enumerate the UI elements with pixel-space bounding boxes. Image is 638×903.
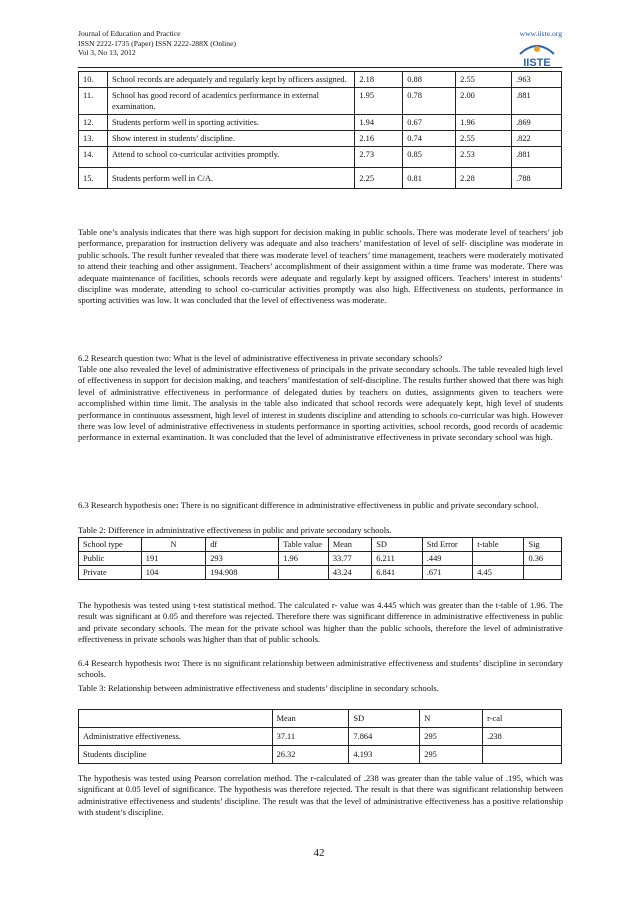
table-cell: .881 [512, 147, 562, 168]
table-cell: .963 [512, 72, 562, 88]
table-cell: 104 [141, 566, 205, 580]
table-header-cell: Sig [524, 538, 562, 552]
table-cell: 26.32 [272, 746, 349, 764]
table-cell: 0.36 [524, 552, 562, 566]
table-cell: 0.88 [403, 72, 456, 88]
table-cell: 12. [79, 115, 108, 131]
table-cell: Students perform well in C/A. [107, 168, 354, 189]
table-header-cell: Std Error [422, 538, 472, 552]
paragraph-pearson-result [78, 773, 563, 819]
paragraph-t-test-result [78, 600, 563, 646]
table-cell: 2.55 [456, 131, 512, 147]
table-header-cell: SD [372, 538, 423, 552]
paragraph-text: Table one also revealed the level of administrative effectiveness of principals in the private secondary schools. The table revealed high level of effectiveness in support for decision making, and teachers’ manifestation of self-discipline. The results further showed that there was high level of administrative effectiveness in performance of delegated duties by teachers on duties, assignments given to teachers were accomplished within time limit. The analysis in the table also indicated that school records were adequately kept, high level of students performance in continuous assessment, high level of interest in students discipline and attending to schools co-curricular was high. However there was low level of administrative effectiveness in students performance in sporting activities, school records, good records of academic performance in external examination. It was concluded that the level of administrative effectiveness in private secondary school was high. [78, 364, 563, 443]
table-cell: 43.24 [328, 566, 371, 580]
table-cell: 2.73 [355, 147, 403, 168]
table-cell [483, 746, 562, 764]
hypothesis-one-text: There is no significant difference in administrative effectiveness in public and private secondary school. [180, 500, 539, 510]
table-cell: 13. [79, 131, 108, 147]
table-cell: .238 [483, 728, 562, 746]
table-row [79, 147, 562, 168]
table-cell [473, 552, 524, 566]
table-cell: Students discipline [79, 746, 273, 764]
table-3 [78, 709, 562, 764]
table-cell: 1.95 [355, 88, 403, 115]
table-cell: 2.18 [355, 72, 403, 88]
table-header-cell: df [206, 538, 279, 552]
table-cell [524, 566, 562, 580]
table-header-cell: r-cal [483, 710, 562, 728]
journal-url[interactable]: www.iiste.org [519, 29, 562, 38]
table-row [79, 746, 562, 764]
table-cell: 194.908 [206, 566, 279, 580]
table-cell: 2.25 [355, 168, 403, 189]
table-header-cell: Table value [279, 538, 329, 552]
table-cell: Attend to school co-curricular activities promptly. [107, 147, 354, 168]
iiste-logo [516, 40, 558, 70]
table-header-cell: N [141, 538, 205, 552]
hypothesis-one-label: 6.3 Research hypothesis one [78, 500, 176, 510]
table-cell: 33.77 [328, 552, 371, 566]
table-row [79, 88, 562, 115]
table-row [79, 131, 562, 147]
journal-title: Journal of Education and Practice [78, 29, 181, 38]
table-cell: 1.96 [456, 115, 512, 131]
table-cell: .869 [512, 115, 562, 131]
page-number: 42 [313, 847, 325, 859]
table-row [79, 72, 562, 88]
table-cell: Public [79, 552, 142, 566]
table-cell: 2.00 [456, 88, 512, 115]
table-header-cell: N [420, 710, 483, 728]
table-header-cell: Mean [328, 538, 371, 552]
table-cell: 10. [79, 72, 108, 88]
table-header-cell: t-table [473, 538, 524, 552]
table-header-row [79, 710, 562, 728]
table-row [79, 728, 562, 746]
table-cell: 2.16 [355, 131, 403, 147]
paragraph-table-one-analysis [78, 227, 563, 307]
table-cell: .449 [422, 552, 472, 566]
header-divider [78, 67, 562, 68]
table-cell [279, 566, 329, 580]
table-cell: 2.53 [456, 147, 512, 168]
table-cell: 1.96 [279, 552, 329, 566]
table-cell: .881 [512, 88, 562, 115]
journal-issn: ISSN 2222-1735 (Paper) ISSN 2222-288X (Online) [78, 38, 236, 48]
table-header-cell: Mean [272, 710, 349, 728]
table-row [79, 168, 562, 189]
logo-text: IISTE [523, 57, 551, 69]
table-cell: 1.94 [355, 115, 403, 131]
table-cell: 4.45 [473, 566, 524, 580]
table-header-cell: SD [349, 710, 420, 728]
research-question-two-heading: 6.2 Research question two: What is the level of administrative effectiveness in private secondary schools? [78, 353, 443, 363]
table-3-caption: Table 3: Relationship between administrative effectiveness and students’ discipline in secondary schools. [78, 683, 439, 693]
table-header-cell: School type [79, 538, 142, 552]
table-cell: 191 [141, 552, 205, 566]
table-cell: 0.67 [403, 115, 456, 131]
table-cell: Show interest in students’ discipline. [107, 131, 354, 147]
table-cell: 0.85 [403, 147, 456, 168]
table-cell: 15. [79, 168, 108, 189]
table-cell: .788 [512, 168, 562, 189]
table-row [79, 566, 562, 580]
paragraph-research-question-two [78, 364, 563, 444]
paragraph-text: The hypothesis was tested using t-test statistical method. The calculated r- value was 4.445 which was greater than the t-table of 1.96. The result was significant at 0.05 and therefore was rejected. Therefore there was significant difference in administrative effectiveness in public and private secondary schools. The mean for the private school was higher than the public schools, therefore the level of administrative effectiveness in private schools was higher than that of public schools. [78, 600, 563, 645]
table-cell: 2.55 [456, 72, 512, 88]
table-cell: 37.11 [272, 728, 349, 746]
table-cell: 0.74 [403, 131, 456, 147]
table-cell: School has good record of academics performance in external examination. [107, 88, 354, 115]
hypothesis-two-label: 6.4 Research hypothesis two [78, 658, 178, 668]
table-cell: 0.78 [403, 88, 456, 115]
hypothesis-two: 6.4 Research hypothesis two: There is no significant relationship between administrative effectiveness and students’ discipline in secondary schools. [78, 658, 564, 680]
table-cell: 295 [420, 746, 483, 764]
table-cell: 11. [79, 88, 108, 115]
paragraph-text: The hypothesis was tested using Pearson correlation method. The r-calculated of .238 was greater than the table value of .195, which was significant at 0.05 level of significance. The hypothesis was therefore rejected. The result is that there was significant relationship between administrative effectiveness and students’ discipline. The result was that the level of administrative effectiveness has a positive relationship with student’s discipline. [78, 773, 563, 818]
table-cell: 0.81 [403, 168, 456, 189]
table-1 [78, 71, 562, 189]
table-row [79, 552, 562, 566]
table-2 [78, 537, 562, 580]
journal-header [78, 29, 236, 58]
table-cell: .671 [422, 566, 472, 580]
table-header-row [79, 538, 562, 552]
table-header-cell [79, 710, 273, 728]
table-cell: 2.28 [456, 168, 512, 189]
table-2-caption: Table 2: Difference in administrative effectiveness in public and private secondary schools. [78, 525, 392, 535]
hypothesis-one: 6.3 Research hypothesis one: There is no significant difference in administrative effectiveness in public and private secondary school. [78, 500, 539, 510]
table-cell: Students perform well in sporting activities. [107, 115, 354, 131]
table-cell: .822 [512, 131, 562, 147]
journal-volume: Vol 3, No 13, 2012 [78, 48, 136, 58]
paragraph-text: Table one’s analysis indicates that there was high support for decision making in public schools. There was moderate level of teachers’ job performance, preparation for instruction delivery was adequate and also teachers’ manifestation of level of self- discipline was moderate in public schools. The result further revealed that there was moderate level of teachers’ time management, teachers were moderately motivated to attend their teaching and other assignment. Teachers’ accomplishment of their assignment within a time frame was moderate. There was adequate maintenance of facilities, schools records were adequate and regularly kept by assigned officers. Teachers’ interest in students’ discipline was moderate, attending to school co-curricular activities promptly was also high. Effectiveness on students, performance in sporting activities was low. It was concluded that the level of effectiveness was moderate. [78, 227, 563, 306]
table-cell: 7.864 [349, 728, 420, 746]
table-cell: Administrative effectiveness. [79, 728, 273, 746]
table-cell: 293 [206, 552, 279, 566]
table-row [79, 115, 562, 131]
table-cell: Private [79, 566, 142, 580]
table-cell: 4.193 [349, 746, 420, 764]
table-cell: 295 [420, 728, 483, 746]
table-cell: 6.211 [372, 552, 423, 566]
table-cell: School records are adequately and regularly kept by officers assigned. [107, 72, 354, 88]
table-cell: 14. [79, 147, 108, 168]
hypothesis-two-text: There is no significant relationship between administrative effectiveness and students’ discipline in secondary schools. [78, 658, 564, 680]
table-cell: 6.841 [372, 566, 423, 580]
